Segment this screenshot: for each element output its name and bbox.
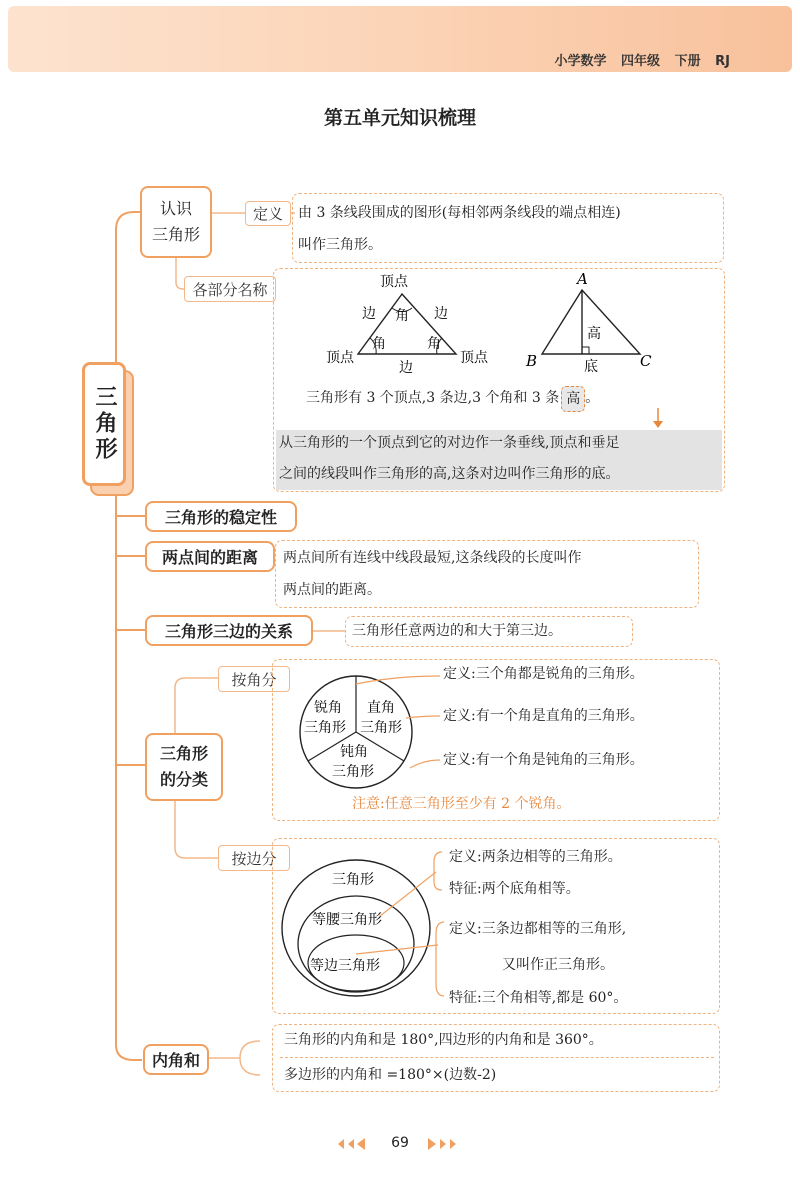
label-left-side: 边 (362, 306, 376, 322)
acute-label-2: 三角形 (304, 720, 346, 736)
arrow-down-icon (652, 408, 664, 430)
interior-divider (280, 1057, 714, 1058)
by-side-tag: 按边分 (218, 845, 290, 871)
definition-line1: 由 3 条线段围成的图形(每相邻两条线段的端点相连) (298, 205, 621, 221)
edition: RJ (715, 54, 730, 69)
volume: 下册 (674, 54, 701, 69)
distance-line1: 两点间所有连线中线段最短,这条线段的长度叫作 (283, 550, 582, 566)
by-angle-tag: 按角分 (218, 666, 290, 692)
distance-node: 两点间的距离 (145, 541, 275, 572)
page-title: 第五单元知识梳理 (323, 107, 476, 129)
height-def-line2: 之间的线段叫作三角形的高,这条对边叫作三角形的底。 (279, 466, 620, 482)
side-classification-venn (280, 848, 460, 998)
label-base: 底 (584, 359, 598, 375)
right-arrow-icon (440, 1139, 446, 1149)
left-arrow-icon (357, 1138, 365, 1150)
recognize-label-line1: 认识 (159, 199, 192, 218)
summary-key-height: 高 (561, 386, 585, 412)
left-arrow-icon (338, 1139, 344, 1149)
interior-node: 内角和 (143, 1044, 209, 1075)
iso-def: 定义:两条边相等的三角形。 (449, 849, 622, 865)
summary-end: 。 (585, 390, 600, 406)
label-right-vertex: 顶点 (460, 350, 488, 366)
right-arrow-icon (450, 1139, 456, 1149)
vertex-C: C (640, 352, 652, 370)
classification-node (145, 733, 223, 801)
venn-equilateral-label: 等边三角形 (310, 958, 380, 974)
height-def-line1: 从三角形的一个顶点到它的对边作一条垂线,顶点和垂足 (279, 435, 620, 451)
triangle-figure-names (326, 273, 489, 376)
label-left-vertex: 顶点 (326, 350, 354, 366)
grade: 四年级 (621, 54, 661, 69)
label-height: 高 (587, 326, 601, 342)
label-right-side: 边 (434, 306, 448, 322)
acute-note: 注意:任意三角形至少有 2 个锐角。 (352, 796, 571, 812)
triangle-parts-figures (320, 268, 700, 380)
def-obtuse: 定义:有一个角是钝角的三角形。 (443, 752, 644, 768)
parts-summary (306, 383, 599, 414)
def-right: 定义:有一个角是直角的三角形。 (443, 708, 644, 724)
recognize-label-line2: 三角形 (151, 225, 200, 244)
definition-line2: 叫作三角形。 (298, 237, 382, 253)
eq-def-line2: 又叫作正三角形。 (502, 957, 614, 973)
sides-text: 三角形任意两边的和大于第三边。 (352, 623, 562, 639)
page-number: 69 (391, 1135, 409, 1151)
label-angle-right: 角 (427, 336, 441, 352)
right-label-1: 直角 (367, 700, 395, 716)
root-label: 三角形 (92, 385, 117, 463)
classification-label-line1: 三角形 (159, 744, 208, 763)
obtuse-label-2: 三角形 (332, 764, 374, 780)
root-node (82, 362, 126, 486)
def-acute: 定义:三个角都是锐角的三角形。 (443, 666, 644, 682)
iso-feat: 特征:两个底角相等。 (449, 881, 580, 897)
parts-tag: 各部分名称 (184, 276, 276, 302)
sides-node: 三角形三边的关系 (145, 615, 313, 646)
eq-def-line1: 定义:三条边都相等的三角形, (449, 921, 627, 937)
right-arrow-icon (428, 1138, 436, 1150)
label-angle-left: 角 (372, 336, 386, 352)
obtuse-label-1: 钝角 (340, 744, 368, 760)
label-top-vertex: 顶点 (380, 274, 408, 290)
triangle-figure-height (525, 270, 652, 375)
label-angle-top: 角 (395, 308, 409, 324)
venn-outer-label: 三角形 (332, 872, 374, 888)
interior-line2: 多边形的内角和 =180°×(边数-2) (284, 1067, 497, 1083)
right-label-2: 三角形 (360, 720, 402, 736)
vertex-A: A (577, 270, 588, 288)
interior-line1: 三角形的内角和是 180°,四边形的内角和是 360°。 (284, 1032, 603, 1048)
distance-line2: 两点间的距离。 (283, 582, 381, 598)
acute-label-1: 锐角 (314, 700, 342, 716)
definition-tag: 定义 (245, 201, 291, 226)
classification-label-line2: 的分类 (159, 770, 208, 789)
label-bottom-side: 边 (399, 360, 413, 376)
subject: 小学数学 (554, 54, 607, 69)
summary-text: 三角形有 3 个顶点,3 条边,3 个角和 3 条 (306, 390, 560, 406)
vertex-B: B (526, 352, 538, 370)
left-arrow-icon (348, 1139, 354, 1149)
recognize-node (140, 186, 212, 258)
angle-classification-circle (294, 670, 454, 796)
stability-node: 三角形的稳定性 (145, 501, 297, 532)
venn-isosceles-label: 等腰三角形 (312, 912, 382, 928)
eq-feat: 特征:三个角相等,都是 60°。 (449, 990, 628, 1006)
